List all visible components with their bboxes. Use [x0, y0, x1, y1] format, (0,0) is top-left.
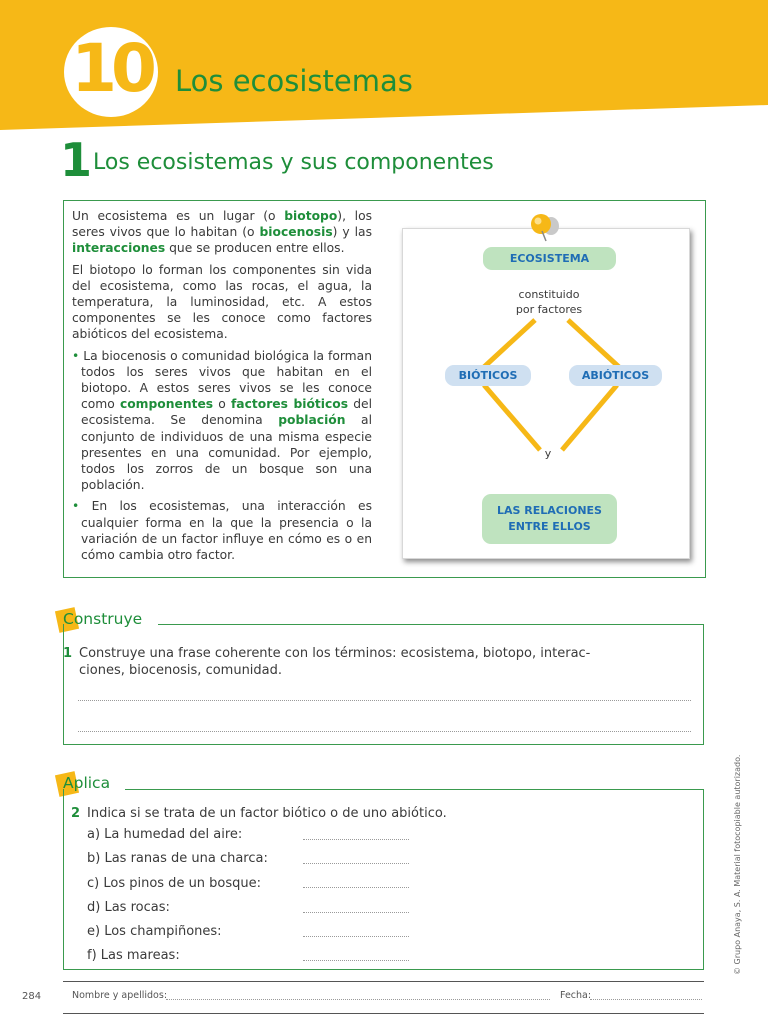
bullet-marker: • — [72, 499, 80, 514]
chapter-title: Los ecosistemas — [175, 64, 413, 98]
node-relaciones-line-1: LAS RELACIONES — [497, 504, 602, 517]
node-bioticos: BIÓTICOS — [445, 365, 531, 386]
item-b: b) Las ranas de una charca: — [87, 851, 268, 866]
join-label: y — [544, 447, 552, 460]
item-f: f) Las mareas: — [87, 948, 180, 963]
item-b-answer-line[interactable] — [303, 863, 409, 864]
item-c-answer-line[interactable] — [303, 887, 409, 888]
item-a-answer-line[interactable] — [303, 839, 409, 840]
item-f-answer-line[interactable] — [303, 960, 409, 961]
chapter-number: 10 — [71, 30, 151, 107]
node-abioticos: ABIÓTICOS — [569, 365, 662, 386]
bullet-marker: • — [72, 348, 80, 363]
connector-text — [489, 287, 609, 317]
construye-box — [63, 624, 704, 745]
question-1-line-2: ciones, biocenosis, comunidad. — [79, 662, 283, 678]
footer-bottom-rule — [63, 1013, 704, 1014]
item-c: c) Los pinos de un bosque: — [87, 876, 262, 891]
item-e: e) Los champiñones: — [87, 924, 222, 939]
section-number: 1 — [60, 133, 91, 187]
node-relaciones-line-2: ENTRE ELLOS — [508, 520, 591, 533]
intro-paragraph-2: El biotopo lo forman los componentes sin vida del ecosistema, como las rocas, el agua, la temperatura, la luminosidad, etc. A estos componentes se les conoce como factores abióticos del ecosistema. — [72, 262, 372, 342]
node-ecosistema: ECOSISTEMA — [483, 247, 616, 270]
item-e-answer-line[interactable] — [303, 936, 409, 937]
connector-text-line-2: por factores — [515, 303, 583, 316]
item-d: d) Las rocas: — [87, 900, 170, 915]
question-2-text: Indica si se trata de un factor biótico o de uno abiótico. — [87, 806, 447, 821]
answer-line-2[interactable] — [78, 731, 691, 732]
copyright-notice: © Grupo Anaya, S. A. Material fotocopiable autorizado. — [733, 754, 742, 975]
intro-bullet-biocenosis: • La biocenosis o comunidad biológica la forman todos los seres vivos que habitan en el biotopo. A estos seres vivos se les conoce como componentes o factores bióticos del ecosistema. Se denomina población al conjunto de individuos de una misma especie presentes en una comunidad. Por ejemplo, todos los zorros de un bosque son una población. — [72, 348, 372, 493]
section-title: Los ecosistemas y sus componentes — [93, 150, 494, 175]
name-field[interactable] — [166, 999, 550, 1000]
footer-top-rule — [63, 981, 704, 982]
connector-text-line-1: constituido — [518, 288, 580, 301]
question-1-text — [79, 646, 590, 679]
page-number: 284 — [22, 991, 42, 1002]
name-label: Nombre y apellidos: — [72, 990, 168, 1001]
intro-paragraph-1: Un ecosistema es un lugar (o biotopo), los seres vivos que lo habitan (o biocenosis) y las interacciones que se producen entre ellos. — [72, 209, 372, 256]
node-relaciones — [482, 494, 617, 544]
item-d-answer-line[interactable] — [303, 912, 409, 913]
item-a: a) La humedad del aire: — [87, 827, 243, 842]
question-1-number: 1 — [63, 646, 73, 661]
question-2-number: 2 — [71, 806, 81, 821]
date-label: Fecha: — [560, 990, 592, 1001]
intro-bullet-interaccion: • En los ecosistemas, una interacción es cualquier forma en la que la presencia o la variación de un factor influye en cómo es o en cómo cambia otro factor. — [72, 499, 372, 563]
construye-label: Construye — [63, 610, 143, 628]
aplica-label: Aplica — [63, 774, 111, 792]
question-1-line-1: Construye una frase coherente con los términos: ecosistema, biotopo, interac- — [79, 646, 591, 661]
answer-line-1[interactable] — [78, 700, 691, 701]
date-field[interactable] — [590, 999, 702, 1000]
